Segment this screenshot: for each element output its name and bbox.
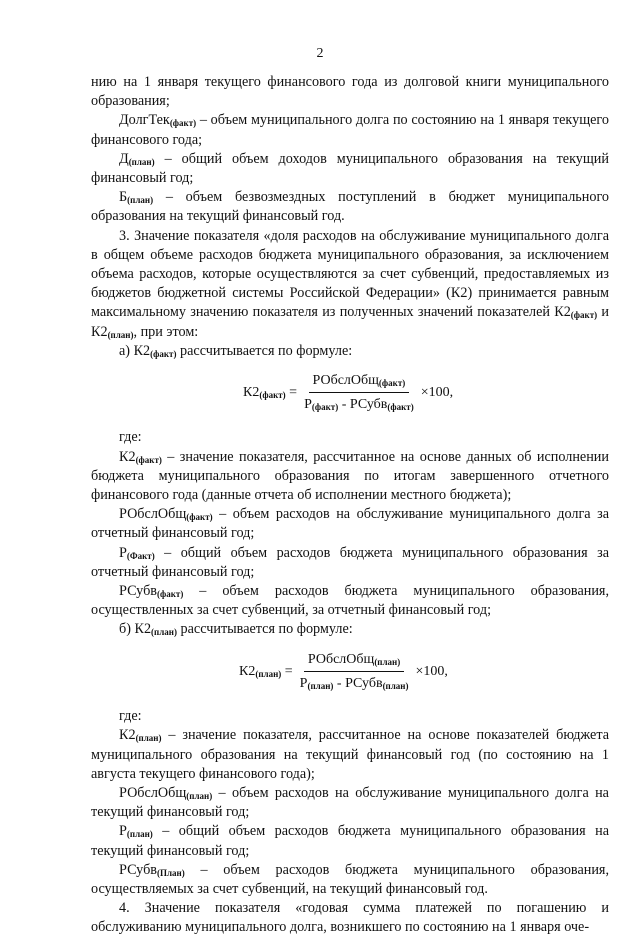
document-body: [91, 73, 609, 938]
definition-text: – объем безвозмездных поступлений в бюджет муниципального образования на текущий финансовый год.: [91, 189, 609, 225]
symbol: Д: [119, 150, 129, 167]
definition-r-fact: $Р_{(Факт)}$ – общий объем расходов бюджета муниципального образования за отчетный финансовый год;: [91, 544, 609, 580]
formula-fraction: [300, 371, 418, 414]
definition-robsl-plan: РОбслОбщ$_{(план)}$ – объем расходов на обслуживание муниципального долга на текущий финансовый год;: [91, 784, 609, 821]
where-label: где:: [119, 429, 142, 446]
definition-robsl-fact: РОбслОбщ$_{(факт)}$ – объем расходов на обслуживание муниципального долга за отчетный финансовый год;: [91, 506, 609, 542]
symbol: ДолгТек: [119, 112, 170, 129]
item-3b-line: б) $К2_{(план)}$ рассчитывается по формуле:: [119, 621, 353, 638]
symbol-subscript: (план): [128, 156, 155, 167]
definition-text: – объем муниципального долга по состоянию на 1 января текущего финансового года;: [91, 112, 609, 148]
definition-dolgtek-fact: [91, 111, 609, 149]
formula-numerator: РОбслОбщ$_{(план)}$: [304, 650, 404, 672]
item-3-text: и К2: [91, 304, 609, 340]
definition-r-plan: $Р_{(план)}$ – общий объем расходов бюджета муниципального образования на текущий финансовый год;: [91, 823, 609, 859]
formula-k2-plan: [91, 650, 609, 693]
definition-k2-fact: $К2_{(факт)}$ – значение показателя, рассчитанное на основе данных об исполнении бюджета муниципального образования по итогам завершенного отчетного финансового года (данные отчета об исполнении местного бюджета);: [91, 448, 609, 504]
formula-denominator: $Р_{(план)}$ - РСубв$_{(план)}$: [299, 675, 409, 691]
definition-d-plan: [91, 150, 609, 188]
paragraph-continuation: нию на 1 января текущего финансового года из долговой книги муниципального образования;: [91, 74, 609, 110]
formula-lhs: $К2_{(план)}$ =: [239, 663, 293, 679]
item-3-text: , при этом:: [133, 323, 199, 340]
definition-b-plan: [91, 188, 609, 226]
formula-numerator: РОбслОбщ$_{(факт)}$: [309, 371, 410, 393]
formula-multiplier: ×100,: [415, 663, 448, 679]
where-label: где:: [119, 708, 142, 725]
symbol-subscript: (план): [127, 195, 154, 206]
symbol-subscript: (факт): [169, 118, 197, 129]
symbol-subscript: (факт): [150, 348, 177, 359]
subitem-label: а) К2: [119, 342, 151, 359]
page-number: 2: [316, 46, 324, 61]
formula-fraction: [296, 650, 413, 693]
item-4-paragraph: 4. Значение показателя «годовая сумма платежей по погашению и обслуживанию муниципального долга, возникшего по состоянию на 1 января оче-: [91, 900, 609, 936]
formula-k2-fact: [91, 371, 609, 414]
formula-denominator: $Р_{(факт)}$ - РСубв$_{(факт)}$: [304, 397, 414, 413]
item-3-paragraph: [91, 227, 609, 342]
definition-k2-plan: $К2_{(план)}$ – значение показателя, рассчитанное на основе показателей бюджета муниципального образования на текущий финансовый год (по состоянию на 1 августа текущего финансового года);: [91, 727, 609, 782]
subitem-text: рассчитывается по формуле:: [176, 342, 353, 359]
formula-multiplier: ×100,: [420, 385, 454, 401]
definition-text: – общий объем доходов муниципального образования на текущий финансовый год;: [91, 150, 609, 187]
item-3-text: 3. Значение показателя «доля расходов на обслуживание муниципального долга в общем объеме расходов бюджета муниципального образования, за исключением объема расходов, которые осуществляются за счет субвенций, предоставляемых из бюджетов бюджетной системы Российской Федерации» (К2) принимается равным максимальному значению показателя из полученных значений показателей К2: [91, 227, 609, 321]
symbol: Б: [119, 189, 128, 206]
formula-lhs: $К2_{(факт)}$ =: [243, 385, 298, 401]
definition-rsubv-fact: РСубв$_{(факт)}$ – объем расходов бюджета муниципального образования, осуществленных за счет субвенций, за отчетный финансовый год;: [91, 583, 609, 619]
definition-rsubv-plan: РСубв$_{(План)}$ – объем расходов бюджета муниципального образования, осуществляемых за счет субвенций, на текущий финансовый год.: [91, 861, 609, 897]
item-3a-line: [91, 342, 609, 361]
symbol-subscript: (факт): [570, 310, 598, 321]
symbol-subscript: (план): [107, 329, 134, 340]
